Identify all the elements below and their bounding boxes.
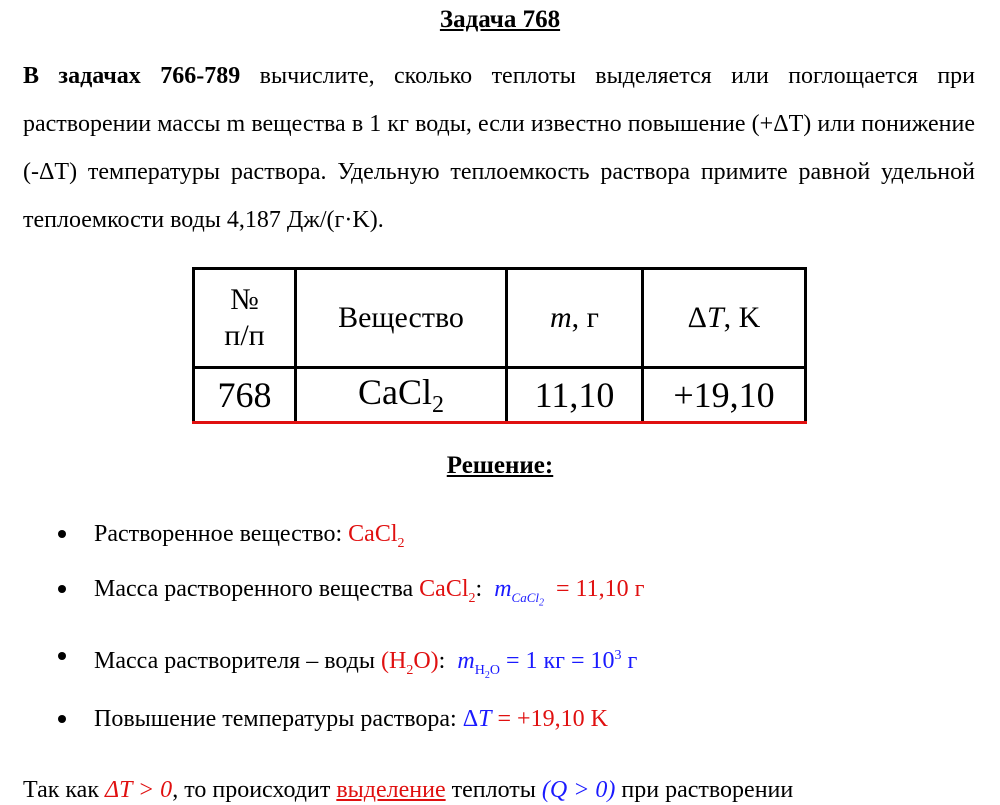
solute-mass-symbol: m (494, 576, 512, 602)
problem-statement (23, 52, 975, 244)
solvent-mass-value: = 1 кг = $10^3$ г (499, 648, 638, 674)
list-item: Растворенное вещество: CaCl$_2$ (58, 519, 645, 549)
solute-formula: CaCl$_2$ (348, 521, 405, 551)
bullet-icon (58, 530, 66, 538)
header-mass: m, г (507, 269, 643, 368)
list-item: Масса растворителя – воды $(H_2O)$: $m_{H_2O} = 1$ кг = $10^3$ г (58, 641, 645, 671)
cell-substance: CaCl$_2$ (296, 368, 507, 423)
header-substance: Вещество (296, 269, 507, 368)
solute-mass-value: = 11,10 г (550, 576, 645, 602)
solvent-mass-symbol: m (457, 648, 475, 674)
data-table (192, 267, 807, 424)
problem-text: вычислите, сколько теплоты выделяется или поглощается при растворении массы m вещества в 1 кг воды, если известно повышение (+ΔT) или понижение (-ΔT) температуры раствора. Удельную теплоемкость раствора примите равной удельной теплоемкости воды 4,187 Дж/(г·K). (23, 63, 976, 233)
table-row (194, 368, 806, 423)
bullet-icon (58, 715, 66, 723)
page-title: Задача 768 (439, 6, 561, 33)
problem-range: В задачах 766-789 (23, 63, 241, 89)
header-number: № п/п (194, 269, 296, 368)
list-item: Повышение температуры раствора: ΔT = +19,10 K (58, 704, 645, 734)
solution-heading: Решение: (446, 452, 554, 479)
list-item: Масса растворенного вещества CaCl$_2$: $m_{CaCl_2} = 11,10$ г (58, 574, 645, 604)
conclusion-line: Так как ΔT > 0, то происходит выделение теплоты (Q > 0) при растворении (23, 777, 794, 803)
cell-number: 768 (194, 368, 296, 423)
solution-list (58, 505, 645, 734)
table-header-row (194, 269, 806, 368)
cell-mass: 11,10 (507, 368, 643, 423)
delta-t-symbol: ΔT (462, 706, 492, 732)
bullet-icon (58, 652, 66, 660)
cell-delta-t: +19,10 (643, 368, 806, 423)
delta-t-value: = +19,10 K (491, 706, 608, 732)
header-delta-t: ΔT, K (643, 269, 806, 368)
bullet-icon (58, 585, 66, 593)
